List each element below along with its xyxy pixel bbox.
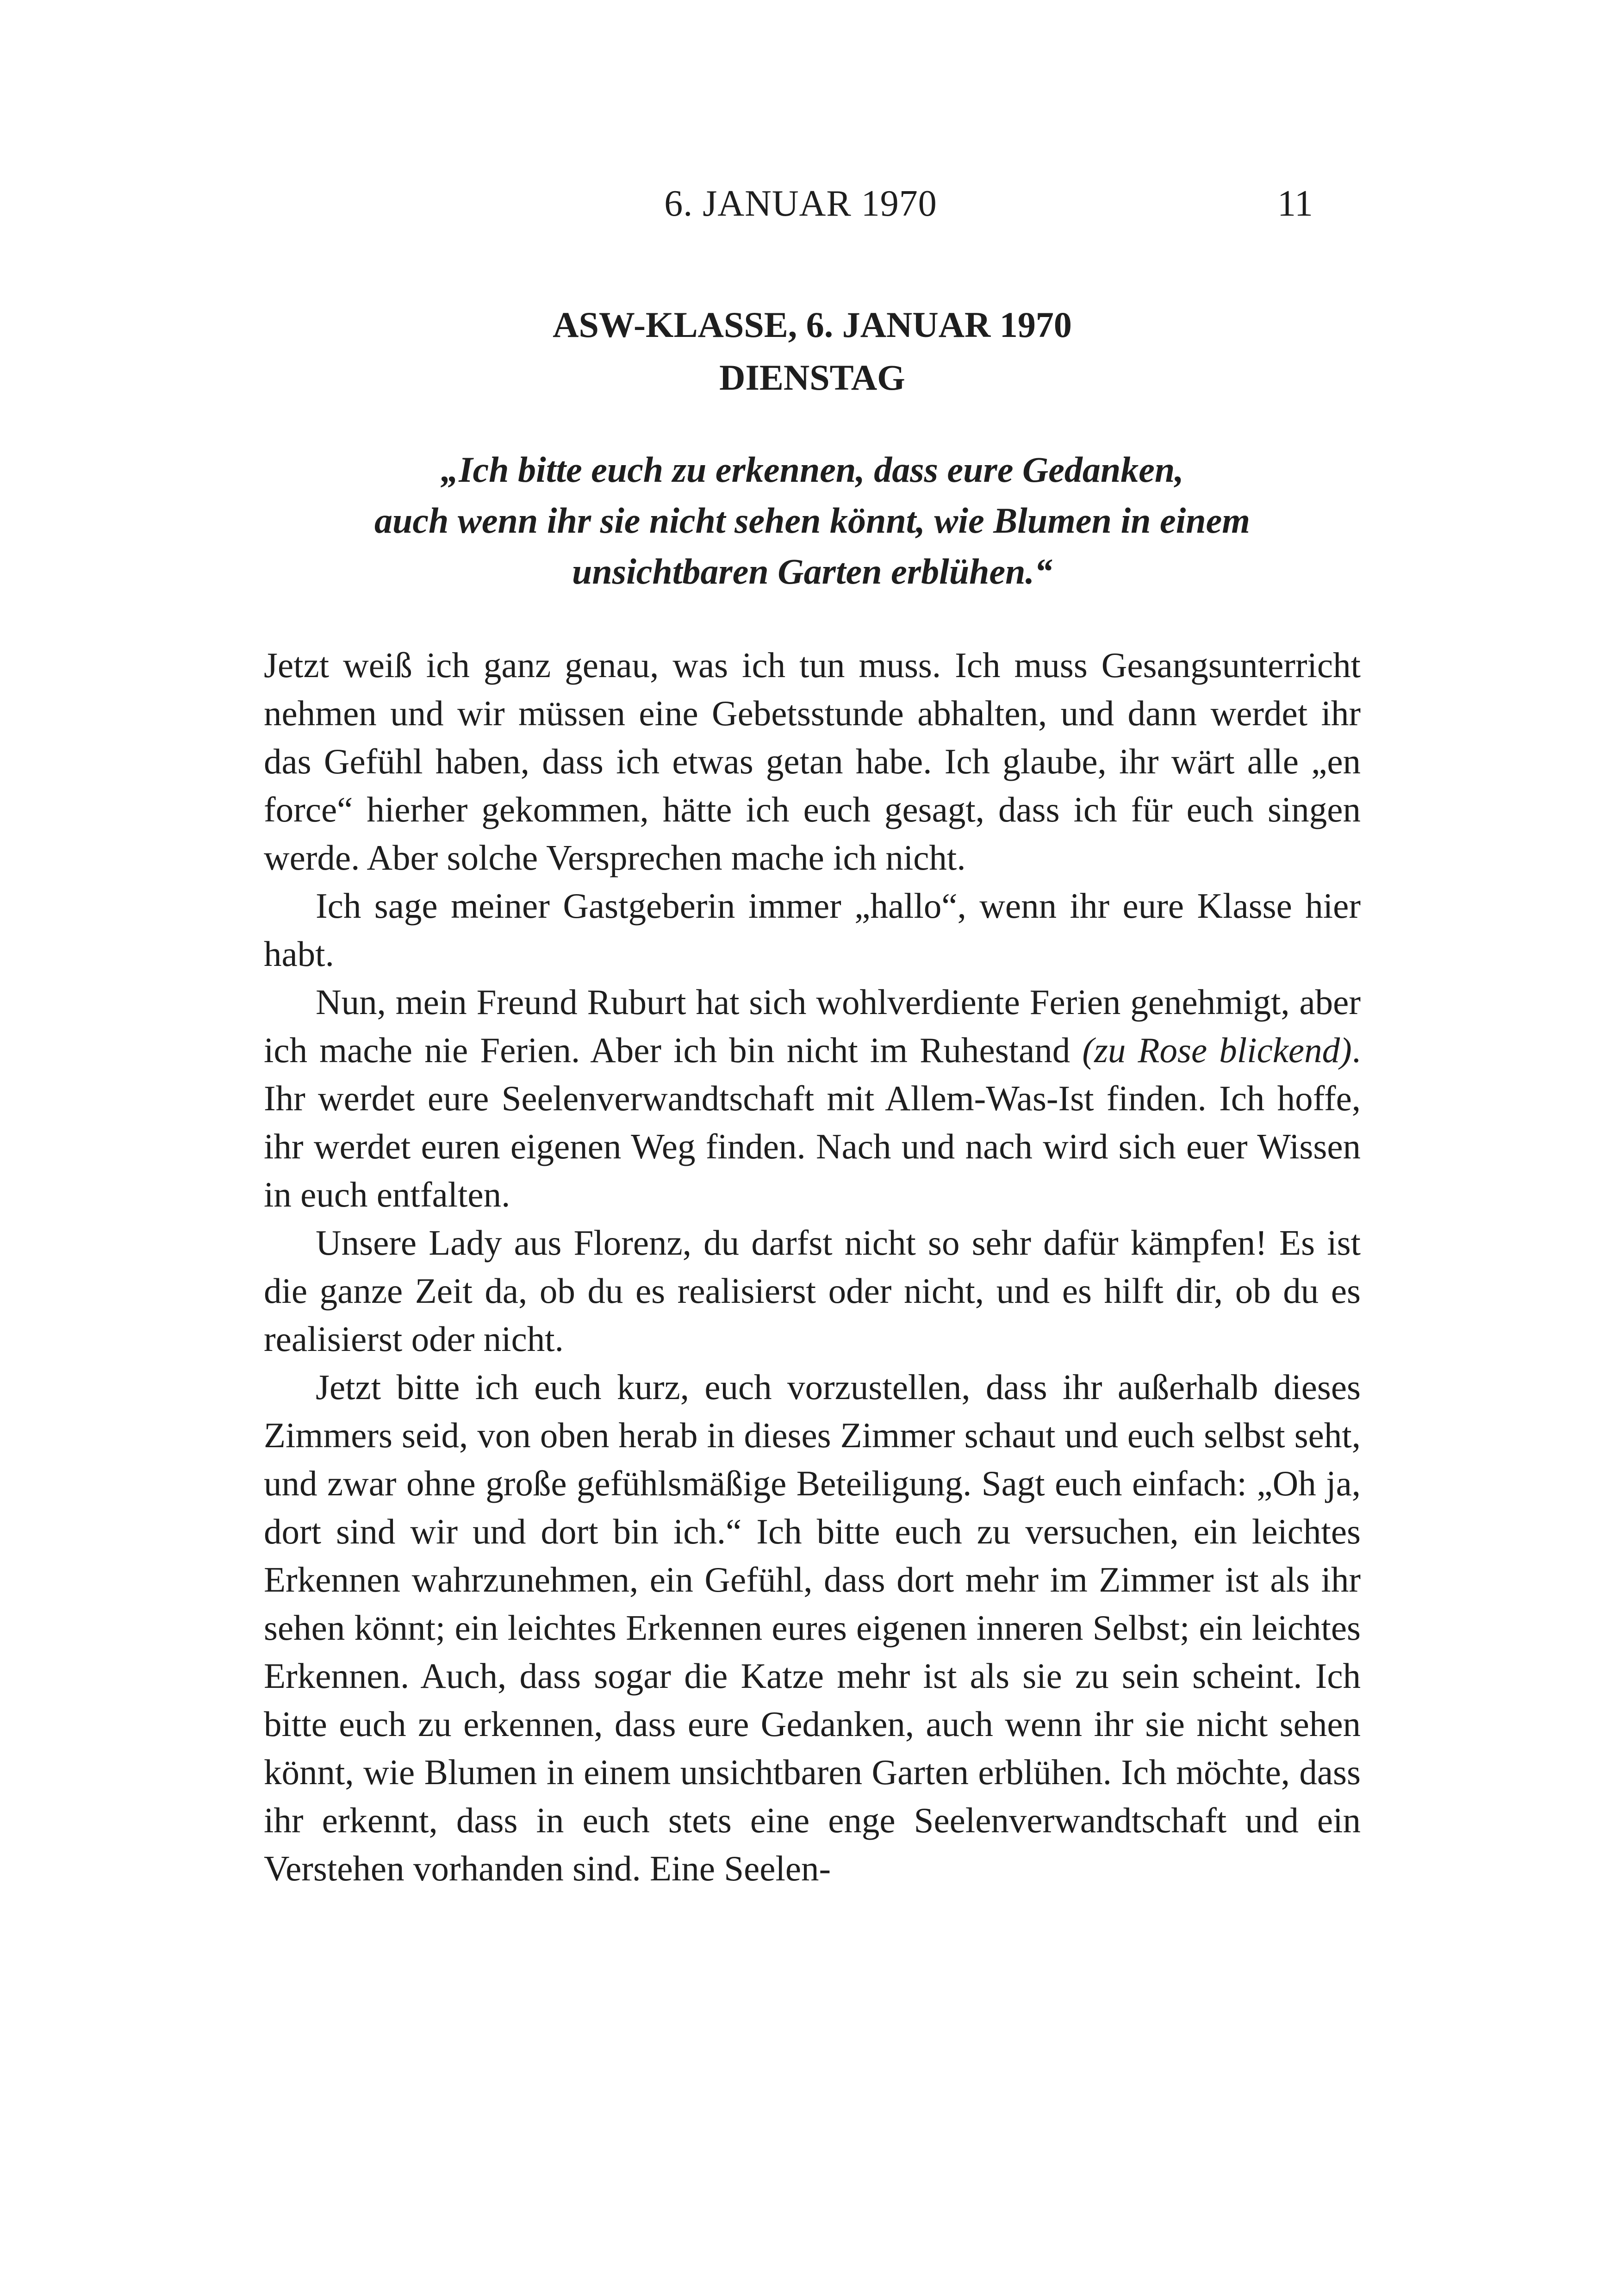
motto-line-1: „Ich bitte euch zu erkennen, dass eure Gedanken,	[441, 449, 1184, 490]
chapter-title-line-1: ASW-KLASSE, 6. JANUAR 1970	[553, 305, 1072, 345]
paragraph-3-text-start: Nun, mein Freund Ruburt hat sich wohlverdiente Ferien genehmigt, aber ich mache nie Ferien. Aber ich bin nicht im Ruhestand	[264, 982, 1361, 1070]
paragraph-3	[264, 978, 1361, 1219]
page-number: 11	[1277, 183, 1313, 224]
paragraph-4: Unsere Lady aus Florenz, du darfst nicht so sehr dafür kämpfen! Es ist die ganze Zeit da, ob du es realisierst oder nicht, und es hilft dir, ob du es realisierst oder nicht.	[264, 1223, 1361, 1359]
stage-direction: (zu Rose blickend)	[1082, 1030, 1352, 1070]
paragraph-2: Ich sage meiner Gastgeberin immer „hallo“, wenn ihr eure Klasse hier habt.	[264, 886, 1361, 974]
paragraph-3-text-end: . Ihr werdet eure Seelenverwandtschaft mit Allem-Was-Ist finden. Ich hoffe, ihr werdet euren eigenen Weg finden. Nach und nach wird sich euer Wissen in euch entfalten.	[264, 1030, 1361, 1214]
body-text	[264, 641, 1361, 1892]
motto-line-3: unsichtbaren Garten erblühen.“	[572, 551, 1053, 591]
running-head: 6. JANUAR 1970	[664, 183, 937, 224]
chapter-title	[264, 299, 1361, 404]
chapter-motto	[264, 444, 1361, 597]
chapter-title-line-2: DIENSTAG	[719, 357, 905, 398]
paragraph-5: Jetzt bitte ich euch kurz, euch vorzustellen, dass ihr außerhalb dieses Zimmers seid, von oben herab in dieses Zimmer schaut und euch selbst seht, und zwar ohne große gefühlsmäßige Beteiligung. Sagt euch einfach: „Oh ja, dort sind wir und dort bin ich.“ Ich bitte euch zu versuchen, ein leichtes Erkennen wahrzunehmen, ein Gefühl, dass dort mehr im Zimmer ist als ihr sehen könnt; ein leichtes Erkennen eures eigenen inneren Selbst; ein leichtes Erkennen. Auch, dass sogar die Katze mehr ist als sie zu sein scheint. Ich bitte euch zu erkennen, dass eure Gedanken, auch wenn ihr sie nicht sehen könnt, wie Blumen in einem unsichtbaren Garten erblühen. Ich möchte, dass ihr erkennt, dass in euch stets eine enge Seelenverwandtschaft und ein Verstehen vorhanden sind. Eine Seelen-	[264, 1367, 1361, 1888]
paragraph-1: Jetzt weiß ich ganz genau, was ich tun muss. Ich muss Gesangsunterricht nehmen und wir müssen eine Gebetsstunde abhalten, und dann werdet ihr das Gefühl haben, dass ich etwas getan habe. Ich glaube, ihr wärt alle „en force“ hierher gekommen, hätte ich euch gesagt, dass ich für euch singen werde. Aber solche Versprechen mache ich nicht.	[264, 645, 1361, 877]
motto-line-2: auch wenn ihr sie nicht sehen könnt, wie Blumen in einem	[374, 500, 1250, 541]
